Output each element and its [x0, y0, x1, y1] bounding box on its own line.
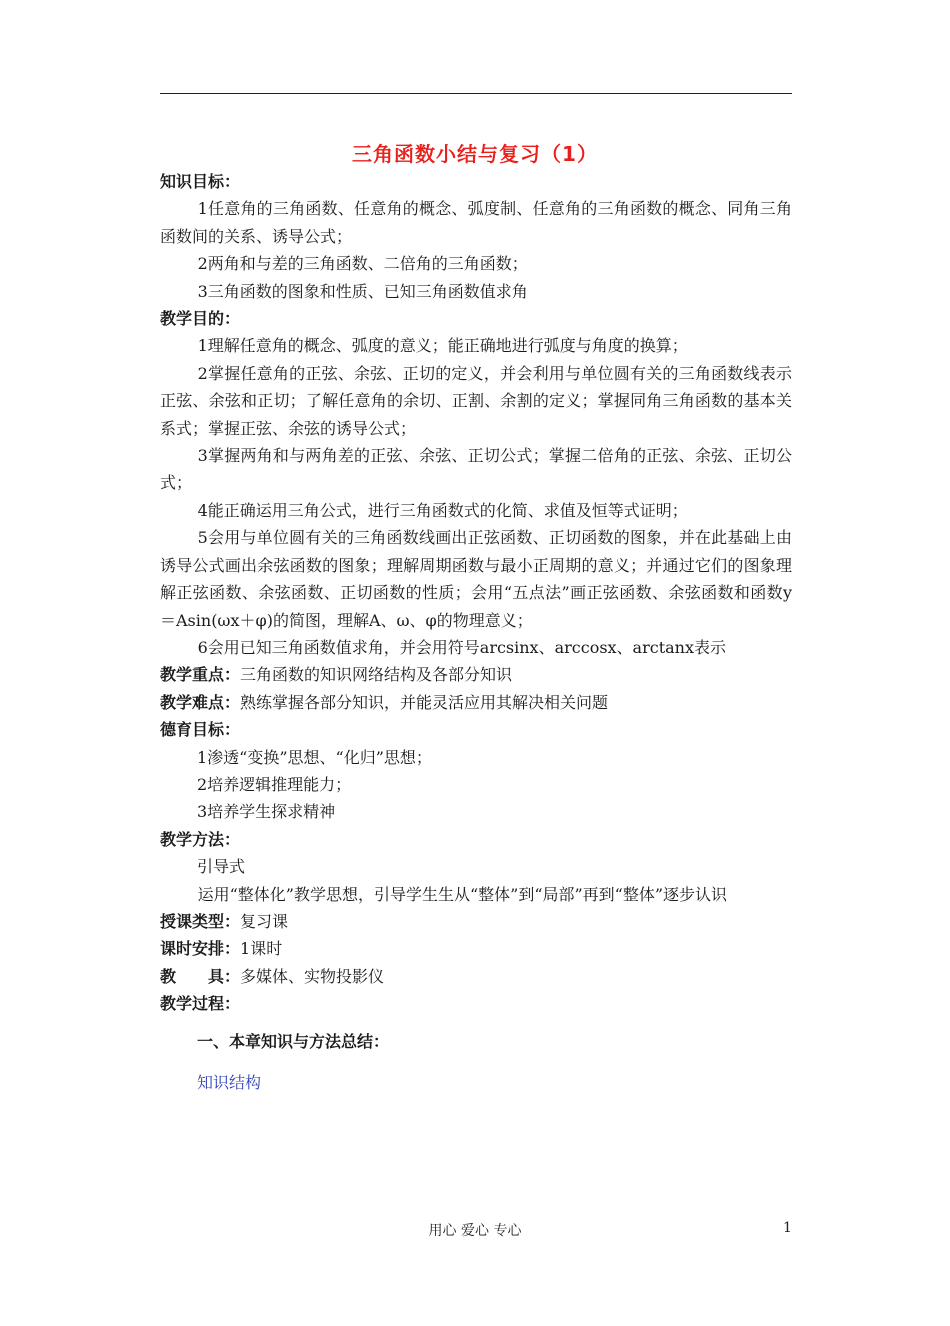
purpose-item: 2掌握任意角的正弦、余弦、正切的定义，并会利用与单位圆有关的三角函数线表示正弦、余弦和正切；了解任意角的余切、正割、余割的定义；掌握同角三角函数的基本关系式；掌握正弦、余弦的诱导公式；	[160, 363, 792, 438]
schedule-label: 课时安排：	[160, 939, 241, 959]
method-heading: 教学方法：	[160, 829, 241, 849]
document-body	[160, 168, 792, 1096]
difficulty-row	[160, 689, 792, 716]
key-point-row	[160, 661, 792, 688]
schedule-text: 1课时	[240, 939, 283, 959]
process-heading: 教学过程：	[160, 994, 241, 1014]
section-heading: 一、本章知识与方法总结：	[197, 1031, 390, 1051]
key-point-text: 三角函数的知识网络结构及各部分知识	[240, 665, 513, 685]
knowledge-structure-link[interactable]: 知识结构	[197, 1073, 262, 1092]
tools-label: 教 具：	[160, 966, 241, 986]
knowledge-item: 1任意角的三角函数、任意角的概念、弧度制、任意角的三角函数的概念、同角三角函数间的关系、诱导公式；	[160, 199, 792, 246]
purpose-item: 1理解任意角的概念、弧度的意义；能正确地进行弧度与角度的换算；	[197, 336, 688, 356]
header-rule	[160, 93, 792, 94]
tools-text: 多媒体、实物投影仪	[240, 966, 385, 986]
key-point-label: 教学重点：	[160, 665, 241, 685]
knowledge-item: 2两角和与差的三角函数、二倍角的三角函数；	[197, 254, 528, 274]
moral-item: 2培养逻辑推理能力；	[197, 774, 352, 794]
knowledge-heading: 知识目标：	[160, 172, 241, 191]
purpose-heading: 教学目的：	[160, 309, 241, 329]
tools-row	[160, 963, 792, 990]
moral-heading: 德育目标：	[160, 720, 241, 740]
document-title: 三角函数小结与复习（1）	[352, 142, 598, 166]
moral-item: 1渗透“变换”思想、“化归”思想；	[197, 747, 432, 767]
difficulty-label: 教学难点：	[160, 692, 241, 712]
purpose-item: 3掌握两角和与两角差的正弦、余弦、正切公式；掌握二倍角的正弦、余弦、正切公式；	[160, 446, 792, 493]
moral-item: 3培养学生探求精神	[197, 802, 336, 822]
purpose-item: 5会用与单位圆有关的三角函数线画出正弦函数、正切函数的图象，并在此基础上由诱导公式画出余弦函数的图象；理解周期函数与最小正周期的意义；并通过它们的图象理解正弦函数、余弦函数、正切函数的性质；会用“五点法”画正弦函数、余弦函数和函数y＝Asin(ωx＋φ)的简图，理解A、ω、φ的物理意义；	[160, 528, 792, 630]
method-item: 运用“整体化”教学思想，引导学生生从“整体”到“局部”再到“整体”逐步认识	[197, 884, 728, 904]
page-number: 1	[783, 1220, 792, 1236]
lesson-type-text: 复习课	[240, 911, 289, 931]
footer-slogan: 用心 爱心 专心	[428, 1223, 522, 1239]
schedule-row	[160, 935, 792, 962]
purpose-item: 6会用已知三角函数值求角，并会用符号arcsinx、arccosx、arctanx表示	[197, 637, 727, 657]
purpose-item: 4能正确运用三角公式，进行三角函数式的化简、求值及恒等式证明；	[197, 500, 688, 520]
lesson-type-row	[160, 908, 792, 935]
lesson-type-label: 授课类型：	[160, 911, 241, 931]
difficulty-text: 熟练掌握各部分知识，并能灵活应用其解决相关问题	[240, 692, 609, 712]
method-item: 引导式	[197, 857, 246, 877]
knowledge-item: 3三角函数的图象和性质、已知三角函数值求角	[197, 281, 528, 301]
